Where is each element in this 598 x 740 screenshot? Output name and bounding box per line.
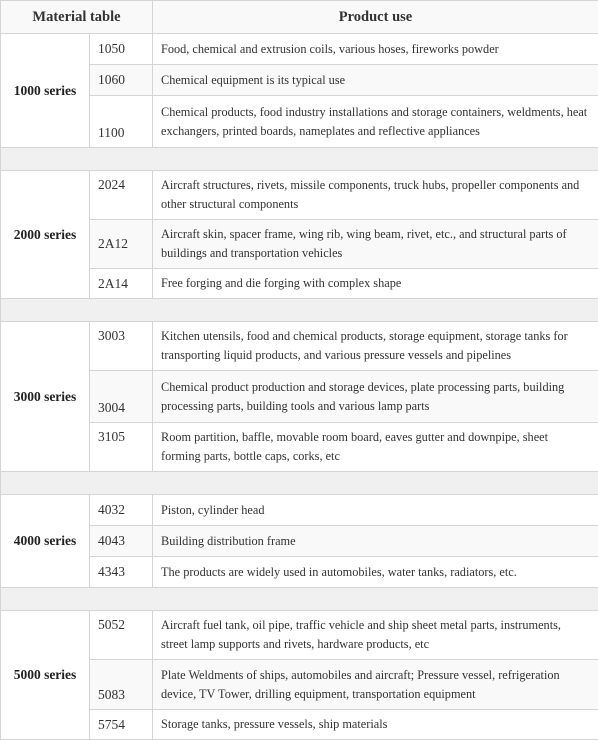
table-row <box>1 65 598 96</box>
table-row <box>1 557 598 588</box>
alloy-code: 2024 <box>90 171 153 220</box>
header-product-use: Product use <box>153 1 598 34</box>
alloy-code: 2A14 <box>90 269 153 299</box>
header-material: Material table <box>1 1 153 34</box>
group-separator <box>1 148 598 171</box>
product-use: Room partition, baffle, movable room board, eaves gutter and downpipe, sheet forming parts, bottle caps, corks, etc <box>153 423 598 472</box>
alloy-code: 1060 <box>90 65 153 96</box>
series-label: 3000 series <box>1 322 90 472</box>
product-use: Food, chemical and extrusion coils, various hoses, fireworks powder <box>153 34 598 65</box>
series-label: 4000 series <box>1 495 90 588</box>
product-use: Chemical product production and storage devices, plate processing parts, building processing parts, building tools and various lamp parts <box>153 371 598 423</box>
alloy-code: 4343 <box>90 557 153 588</box>
alloy-code: 3004 <box>90 371 153 423</box>
table-row <box>1 710 598 740</box>
product-use: Building distribution frame <box>153 526 598 557</box>
alloy-code: 5754 <box>90 710 153 740</box>
alloy-code: 2A12 <box>90 220 153 269</box>
alloy-code: 5083 <box>90 660 153 710</box>
group-separator <box>1 299 598 322</box>
table-row <box>1 322 598 371</box>
table-row <box>1 96 598 148</box>
product-use: Plate Weldments of ships, automobiles and aircraft; Pressure vessel, refrigeration device, TV Tower, drilling equipment, transportation equipment <box>153 660 598 710</box>
alloy-code: 3003 <box>90 322 153 371</box>
series-label: 2000 series <box>1 171 90 299</box>
table-row <box>1 371 598 423</box>
product-use: Chemical equipment is its typical use <box>153 65 598 96</box>
product-use: Aircraft fuel tank, oil pipe, traffic vehicle and ship sheet metal parts, instruments, street lamp supports and rivets, hardware products, etc <box>153 611 598 660</box>
product-use: Piston, cylinder head <box>153 495 598 526</box>
table-row <box>1 269 598 299</box>
alloy-code: 4032 <box>90 495 153 526</box>
alloy-code: 5052 <box>90 611 153 660</box>
product-use: Free forging and die forging with complex shape <box>153 269 598 299</box>
product-use: The products are widely used in automobiles, water tanks, radiators, etc. <box>153 557 598 588</box>
product-use: Kitchen utensils, food and chemical products, storage equipment, storage tanks for transporting liquid products, and various pressure vessels and pipelines <box>153 322 598 371</box>
product-use: Storage tanks, pressure vessels, ship materials <box>153 710 598 740</box>
table-row <box>1 611 598 660</box>
table-row <box>1 660 598 710</box>
group-separator <box>1 472 598 495</box>
alloy-code: 1100 <box>90 96 153 148</box>
series-label: 1000 series <box>1 34 90 148</box>
product-use: Chemical products, food industry installations and storage containers, weldments, heat exchangers, printed boards, nameplates and reflective appliances <box>153 96 598 148</box>
alloy-code: 1050 <box>90 34 153 65</box>
product-use: Aircraft structures, rivets, missile components, truck hubs, propeller components and other structural components <box>153 171 598 220</box>
table-row <box>1 423 598 472</box>
table-row <box>1 526 598 557</box>
series-label: 5000 series <box>1 611 90 740</box>
table-row <box>1 34 598 65</box>
table-row <box>1 171 598 220</box>
table-row <box>1 495 598 526</box>
alloy-code: 4043 <box>90 526 153 557</box>
alloy-code: 3105 <box>90 423 153 472</box>
group-separator <box>1 588 598 611</box>
product-use: Aircraft skin, spacer frame, wing rib, wing beam, rivet, etc., and structural parts of buildings and transportation vehicles <box>153 220 598 269</box>
header-row <box>1 1 598 34</box>
table-row <box>1 220 598 269</box>
